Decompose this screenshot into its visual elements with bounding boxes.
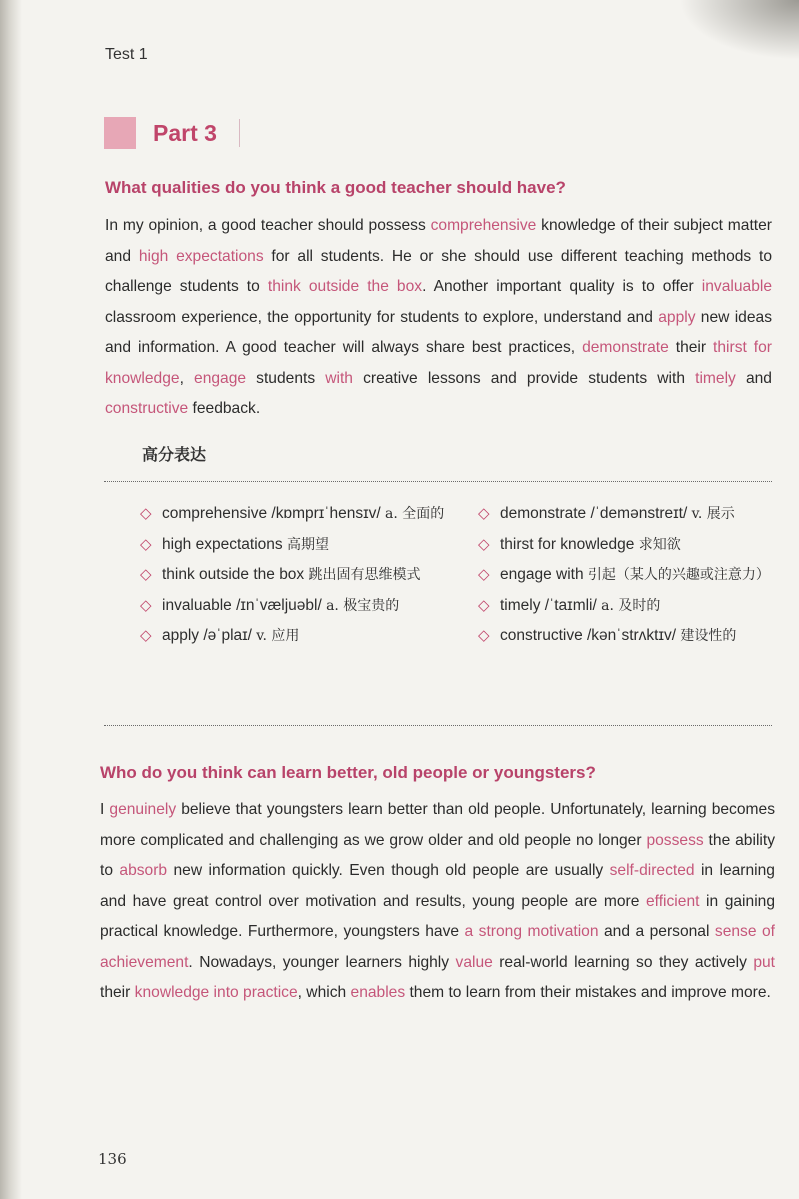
running-head: Test 1 (105, 46, 148, 63)
vocab-definition: a. 极宝贵的 (326, 597, 400, 614)
vocab-list-right (478, 499, 776, 652)
highlighted-phrase: absorb (119, 862, 168, 879)
answer-text: them to learn from their mistakes and improve more. (405, 984, 771, 1001)
vocab-item (140, 499, 458, 530)
highlighted-phrase: comprehensive (430, 217, 537, 234)
vocab-definition: 求知欲 (638, 536, 681, 553)
page-corner-shadow (679, 0, 799, 60)
highlighted-phrase: sense of achievement (100, 923, 775, 971)
diamond-bullet-icon: ◇ (478, 505, 490, 522)
answer-text: and a personal (598, 923, 715, 940)
vocab-term: timely /ˈtaɪmli/ (500, 596, 602, 614)
highlighted-phrase: high expectations (138, 247, 264, 265)
part-rule (239, 119, 240, 147)
answer-text: their (668, 339, 714, 356)
vocab-term: think outside the box (162, 566, 309, 583)
answer-text: students (246, 369, 326, 387)
part-heading (104, 117, 240, 149)
diamond-bullet-icon: ◇ (478, 535, 490, 553)
highlighted-phrase: genuinely (109, 801, 177, 818)
part-title: Part 3 (153, 119, 217, 146)
vocab-item (478, 499, 776, 530)
answer-text: believe that youngsters learn better than old people. Unfortunately, learning becomes more complicated and challenging as we grow older and old people no longer (100, 801, 775, 849)
vocab-item (478, 621, 776, 652)
vocab-definition: v. 应用 (256, 628, 300, 644)
vocab-item (140, 621, 458, 652)
diamond-bullet-icon: ◇ (140, 627, 152, 644)
highlighted-phrase: put (753, 953, 775, 971)
vocab-divider-bottom (104, 725, 772, 726)
vocab-term: high expectations (162, 535, 287, 553)
highlighted-phrase: invaluable (701, 278, 773, 295)
vocab-definition: a. 及时的 (601, 597, 661, 614)
vocab-item (478, 560, 776, 591)
diamond-bullet-icon: ◇ (140, 505, 152, 522)
answer-text: and (735, 369, 772, 387)
vocab-term: apply /əˈplaɪ/ (162, 627, 257, 644)
answer-text: In my opinion, a good teacher should possess (105, 217, 431, 234)
answer-text: real-world learning so they actively (492, 953, 754, 971)
answer-text: creative lessons and provide students with (352, 369, 696, 387)
highlighted-phrase: thirst for knowledge (105, 339, 773, 387)
diamond-bullet-icon: ◇ (478, 566, 490, 583)
vocab-term: constructive /kənˈstrʌktɪv/ (500, 627, 681, 644)
vocab-item (140, 530, 458, 561)
vocab-definition: a. 全面的 (384, 506, 445, 522)
answer-text: I (100, 801, 110, 818)
highlighted-phrase: value (455, 953, 493, 971)
answer-text: feedback. (188, 400, 261, 417)
answer-2 (100, 795, 775, 1009)
highlighted-phrase: constructive (105, 400, 189, 417)
answer-text: in learning and have great control over motivation and results, young people are more (100, 862, 775, 910)
vocab-term: engage with (500, 566, 588, 583)
vocab-term: comprehensive /kɒmprɪˈhensɪv/ (162, 505, 385, 522)
highlighted-phrase: engage (194, 369, 247, 387)
answer-text: classroom experience, the opportunity for students to explore, understand and (105, 308, 659, 326)
answer-text: , (179, 369, 195, 387)
answer-text: , which (297, 984, 351, 1001)
vocab-term: thirst for knowledge (500, 535, 639, 553)
highlighted-phrase: think outside the box (267, 278, 423, 295)
answer-text: for all students. He or she should use different teaching methods to challenge students to (105, 247, 773, 295)
diamond-bullet-icon: ◇ (478, 627, 490, 644)
vocab-term: invaluable /ɪnˈvæljuəbl/ (162, 596, 327, 614)
diamond-bullet-icon: ◇ (140, 596, 152, 614)
answer-text: . Nowadays, younger learners highly (188, 953, 456, 971)
answer-text: knowledge of their subject matter and (105, 217, 772, 265)
diamond-bullet-icon: ◇ (140, 535, 152, 553)
answer-text: . Another important quality is to offer (422, 278, 702, 295)
diamond-bullet-icon: ◇ (140, 566, 152, 583)
highlighted-phrase: a strong motivation (464, 923, 599, 940)
vocab-item (478, 530, 776, 561)
highlighted-phrase: with (325, 369, 353, 387)
answer-text: their (100, 984, 135, 1001)
vocab-term: demonstrate /ˈdemənstreɪt/ (500, 505, 692, 522)
vocab-definition: 跳出固有思维模式 (308, 567, 421, 583)
highlighted-phrase: possess (646, 831, 704, 849)
answer-1 (105, 211, 772, 425)
highlighted-phrase: knowledge into practice (134, 984, 298, 1001)
highlighted-phrase: demonstrate (582, 339, 669, 356)
vocab-item (140, 560, 458, 591)
answer-text: in gaining practical knowledge. Furthermore, youngsters have (100, 892, 776, 940)
vocab-divider-top (104, 481, 772, 482)
vocab-item (478, 591, 776, 622)
highlighted-phrase: efficient (645, 892, 700, 910)
vocab-item (140, 591, 458, 622)
page-number: 136 (98, 1150, 127, 1168)
page-gutter-shadow (0, 0, 22, 1199)
highlighted-phrase: apply (658, 308, 696, 326)
vocab-definition: 引起（某人的兴趣或注意力） (587, 567, 770, 583)
highlighted-phrase: enables (350, 984, 406, 1001)
highlighted-phrase: self-directed (609, 862, 695, 879)
vocab-title: 高分表达 (142, 445, 207, 464)
answer-text: the ability to (100, 831, 775, 879)
vocab-definition: v. 展示 (691, 506, 735, 522)
vocab-definition: 建设性的 (680, 628, 737, 644)
highlighted-phrase: timely (695, 369, 736, 387)
vocab-list-left (140, 499, 458, 652)
part-marker-box (104, 117, 136, 149)
diamond-bullet-icon: ◇ (478, 596, 490, 614)
vocab-definition: 高期望 (286, 536, 329, 553)
question-1: What qualities do you think a good teacher should have? (105, 178, 566, 197)
answer-text: new information quickly. Even though old people are usually (167, 862, 610, 879)
answer-text: new ideas and information. A good teacher will always share best practices, (105, 308, 772, 356)
question-2: Who do you think can learn better, old people or youngsters? (100, 763, 596, 782)
